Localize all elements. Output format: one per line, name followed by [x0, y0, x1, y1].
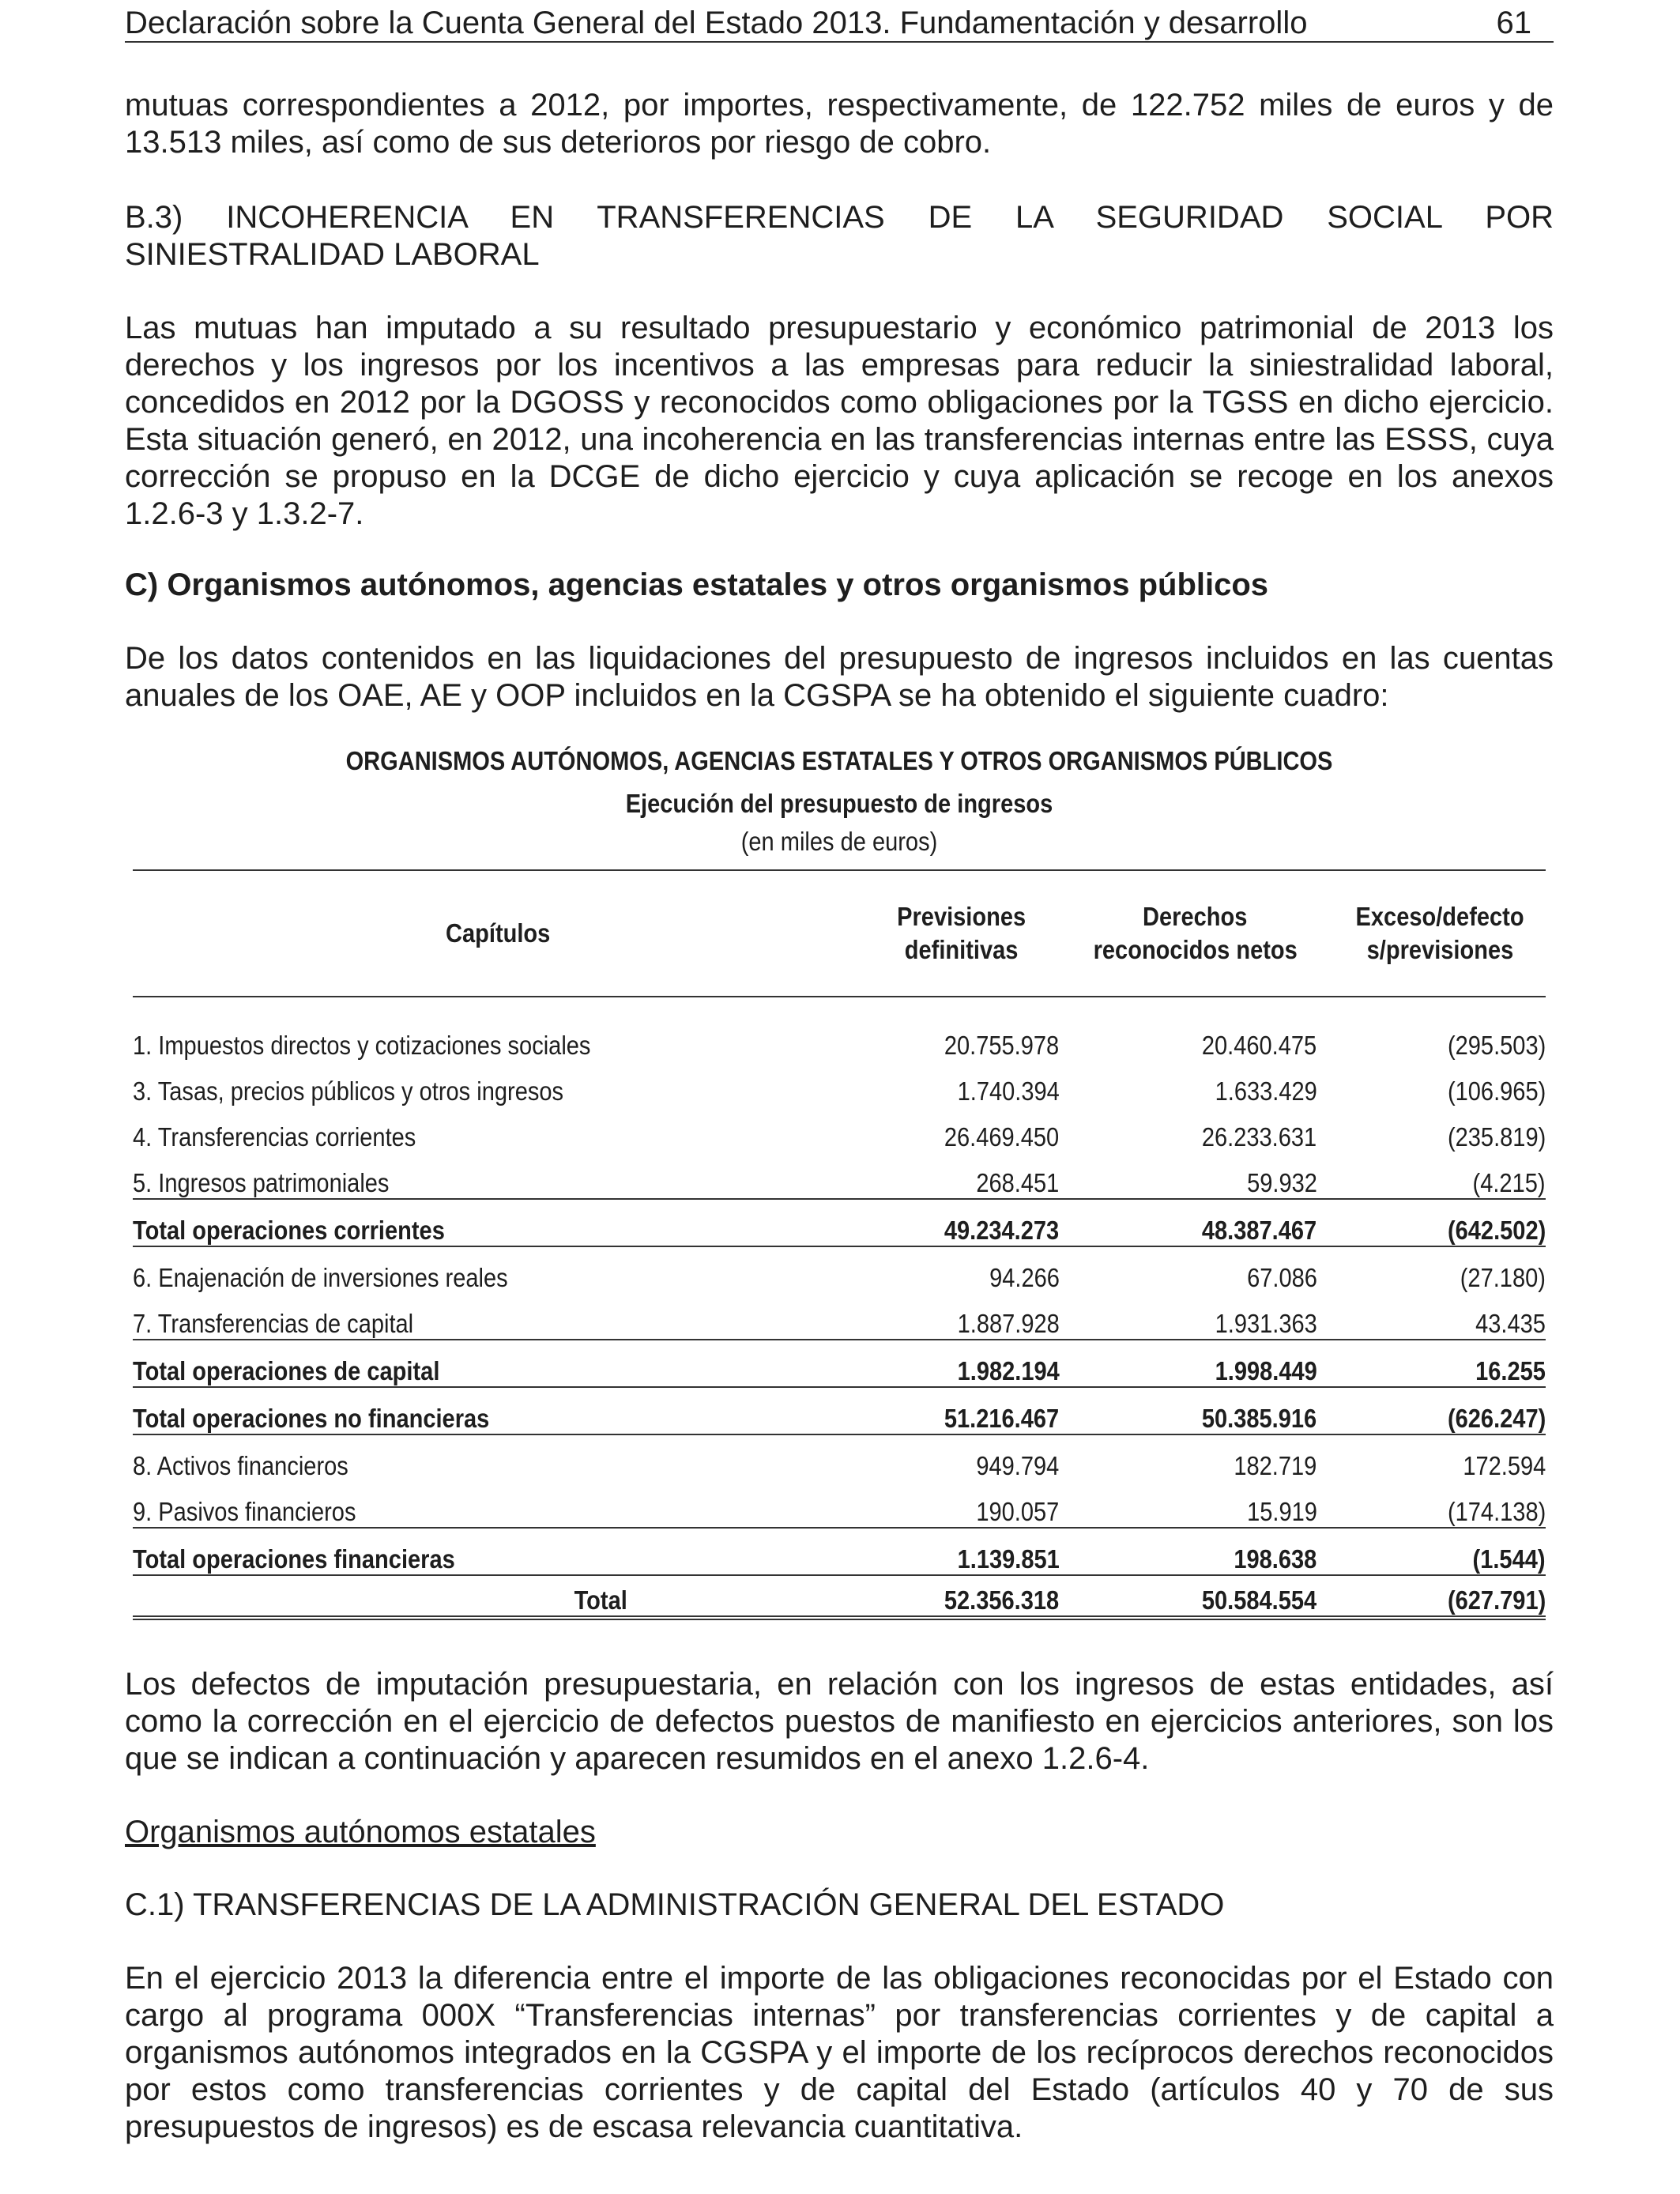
table-subtotal-row: Total operaciones corrientes 49.234.273 48.387.467 (642.502)	[133, 1199, 1546, 1246]
table-subtotal-row: Total operaciones de capital 1.982.194 1.998.449 16.255	[133, 1340, 1546, 1387]
paragraph-mutuas-incentivos: Las mutuas han imputado a su resultado presupuestario y económico patrimonial de 2013 los derechos y los ingresos por los incentivos a las empresas para reducir la siniestralidad laboral, concedidos en 2012 por la DGOSS y reconocidos como obligaciones por la TGSS en dicho ejercicio. Esta situación generó, en 2012, una incoherencia en las transferencias internas entre las ESSS, cuya corrección se propuso en la DCGE de dicho ejercicio y cuya aplicación se recoge en los anexos 1.2.6-3 y 1.3.2-7.	[125, 311, 1554, 531]
table-units: (en miles de euros)	[740, 827, 938, 856]
header-capitulos: Capítulos	[133, 870, 863, 997]
paragraph-ejercicio-2013: En el ejercicio 2013 la diferencia entre el importe de las obligaciones reconocidas por el Estado con cargo al programa 000X “Transferencias internas” por transferencias corrientes y de capital a organismos autónomos integrados en la CGSPA y el importe de los recíprocos derechos reconocidos por estos como transferencias corrientes y de capital del Estado (artículos 40 y 70 de sus presupuestos de ingresos) es de escasa relevancia cuantitativa.	[125, 1961, 1554, 2144]
running-header	[125, 2, 1554, 43]
table-total-row: Total 52.356.318 50.584.554 (627.791)	[133, 1575, 1546, 1618]
paragraph-mutuas: mutuas correspondientes a 2012, por importes, respectivamente, de 122.752 miles de euros y de 13.513 miles, así como de sus deterioros por riesgo de cobro.	[125, 88, 1554, 160]
table-subtotal-row: Total operaciones no financieras 51.216.467 50.385.916 (626.247)	[133, 1387, 1546, 1434]
table-row: 7. Transferencias de capital 1.887.928 1.931.363 43.435	[133, 1293, 1546, 1340]
subheading-organismos-autonomos: Organismos autónomos estatales	[125, 1815, 596, 1849]
table-row: 9. Pasivos financieros 190.057 15.919 (174.138)	[133, 1481, 1546, 1528]
table-row: 4. Transferencias corrientes 26.469.450 26.233.631 (235.819)	[133, 1122, 1546, 1152]
paragraph-defectos: Los defectos de imputación presupuestaria, en relación con los ingresos de estas entidades, así como la corrección en el ejercicio de defectos puestos de manifiesto en ejercicios anteriores, son los que se indican a continuación y aparecen resumidos en el anexo 1.2.6-4.	[125, 1667, 1554, 1776]
header-previsiones: Previsiones definitivas	[863, 870, 1074, 997]
heading-c: C) Organismos autónomos, agencias estatales y otros organismos públicos	[125, 567, 1269, 602]
table-header-row	[133, 870, 1546, 997]
header-title: Declaración sobre la Cuenta General del Estado 2013. Fundamentación y desarrollo	[125, 6, 1308, 40]
table-row: 5. Ingresos patrimoniales 268.451 59.932 (4.215)	[133, 1152, 1546, 1199]
table-subtotal-row: Total operaciones financieras 1.139.851 198.638 (1.544)	[133, 1528, 1546, 1575]
page-number: 61	[1496, 6, 1531, 40]
header-derechos: Derechos reconocidos netos	[1074, 870, 1335, 997]
budget-execution-table	[133, 869, 1546, 1620]
table-subtitle: Ejecución del presupuesto de ingresos	[625, 789, 1053, 818]
table-row: 3. Tasas, precios públicos y otros ingresos 1.740.394 1.633.429 (106.965)	[133, 1076, 1546, 1106]
heading-b3-line2: SINIESTRALIDAD LABORAL	[125, 237, 540, 272]
heading-c1: C.1) TRANSFERENCIAS DE LA ADMINISTRACIÓN GENERAL DEL ESTADO	[125, 1887, 1225, 1922]
paragraph-datos: De los datos contenidos en las liquidaciones del presupuesto de ingresos incluidos en las cuentas anuales de los OAE, AE y OOP incluidos en la CGSPA se ha obtenido el siguiente cuadro:	[125, 641, 1554, 713]
table-title: ORGANISMOS AUTÓNOMOS, AGENCIAS ESTATALES Y OTROS ORGANISMOS PÚBLICOS	[345, 746, 1333, 775]
table-row: 6. Enajenación de inversiones reales 94.266 67.086 (27.180)	[133, 1263, 1546, 1292]
table-row: 1. Impuestos directos y cotizaciones sociales 20.755.978 20.460.475 (295.503)	[133, 1031, 1546, 1060]
heading-b3-line1: B.3) INCOHERENCIA EN TRANSFERENCIAS DE LA SEGURIDAD SOCIAL POR	[125, 200, 1554, 235]
table-row: 8. Activos financieros 949.794 182.719 172.594	[133, 1451, 1546, 1480]
header-exceso: Exceso/defecto s/previsiones	[1335, 870, 1546, 997]
heading-b3	[125, 199, 1554, 273]
